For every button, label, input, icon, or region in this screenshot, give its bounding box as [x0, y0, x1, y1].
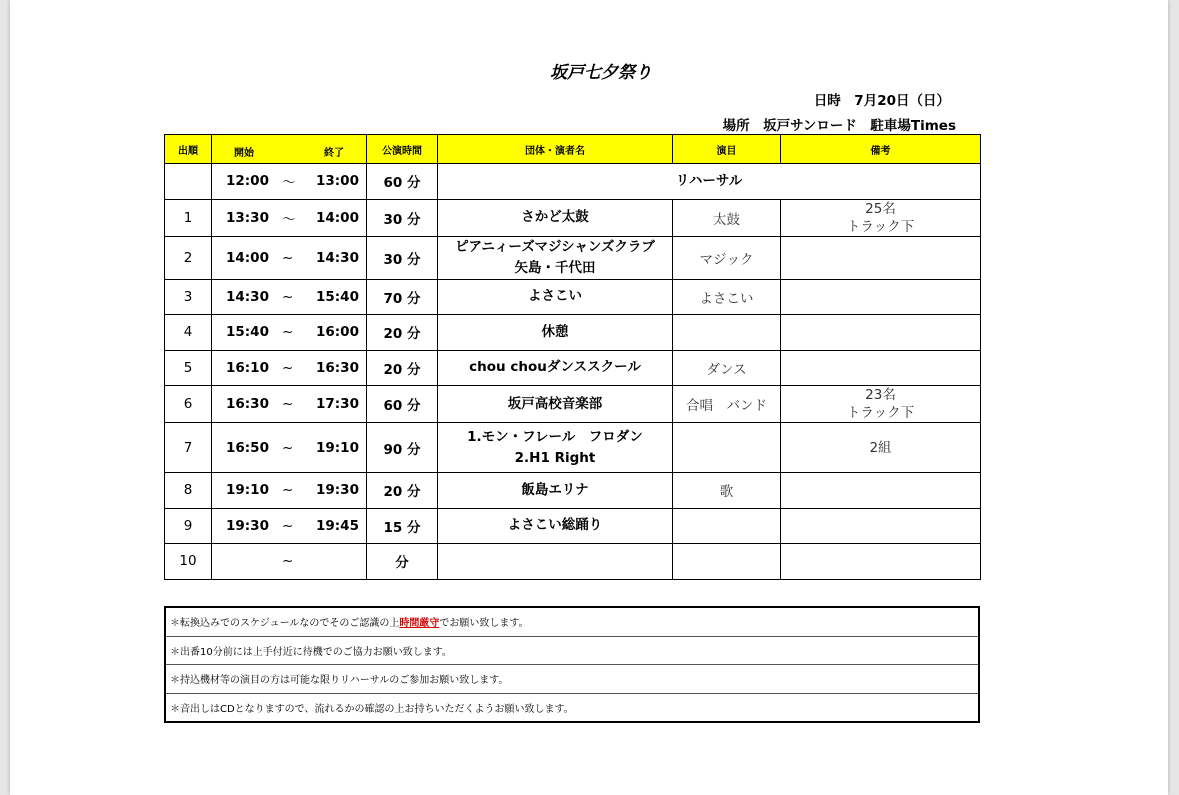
table-row [165, 279, 981, 315]
act-cell [673, 508, 781, 544]
header-act: 演目 [673, 135, 781, 164]
order-cell: 8 [165, 473, 212, 509]
time-separator: ~ [282, 249, 294, 266]
time-separator: ~ [282, 439, 294, 456]
note-row [165, 665, 979, 694]
table-row [165, 423, 981, 473]
note-segment: ＊転換込みでのスケジュールなのでそのご認識の上 [170, 618, 400, 630]
time-cell [212, 473, 367, 509]
note-text [165, 607, 979, 636]
remarks-cell [781, 544, 981, 580]
act-cell [673, 315, 781, 351]
table-row [165, 473, 981, 509]
end-time: 14:00 [316, 209, 359, 226]
group-cell: 1.モン・フレール フロダン 2.H1 Right [438, 423, 673, 473]
note-emphasis: 時間厳守 [399, 618, 440, 630]
start-time: 16:10 [226, 359, 269, 376]
order-cell: 4 [165, 315, 212, 351]
note-row [165, 693, 979, 722]
note-row [165, 636, 979, 665]
document-title: 坂戸七夕祭り [550, 63, 652, 83]
remarks-cell [781, 236, 981, 279]
order-cell: 7 [165, 423, 212, 473]
table-row [165, 508, 981, 544]
group-cell: 休憩 [438, 315, 673, 351]
time-cell [212, 236, 367, 279]
group-cell [438, 544, 673, 580]
remarks-cell: 2組 [781, 423, 981, 473]
time-cell [212, 199, 367, 236]
group-cell: さかど太鼓 [438, 199, 673, 236]
header-group: 団体・演者名 [438, 135, 673, 164]
remarks-cell: 23名 トラック下 [781, 386, 981, 423]
duration-cell: 20 分 [367, 473, 438, 509]
act-cell: 歌 [673, 473, 781, 509]
duration-cell: 60 分 [367, 164, 438, 200]
header-order: 出順 [165, 135, 212, 164]
schedule-table [164, 134, 981, 580]
event-date: 日時 7月20日（日） [813, 93, 950, 109]
notes-box [164, 606, 980, 723]
order-cell: 3 [165, 279, 212, 315]
header-time [212, 135, 367, 164]
order-cell: 5 [165, 350, 212, 386]
duration-cell: 70 分 [367, 279, 438, 315]
order-cell [165, 164, 212, 200]
time-cell [212, 279, 367, 315]
note-text [165, 665, 979, 694]
time-separator: 〜 [282, 211, 296, 228]
time-cell [212, 544, 367, 580]
act-cell [673, 544, 781, 580]
note-segment: ＊音出しはCDとなりますので、流れるかの確認の上お持ちいただくようお願い致します。 [170, 703, 574, 715]
end-time: 13:00 [316, 173, 359, 190]
duration-cell: 15 分 [367, 508, 438, 544]
start-time: 14:30 [226, 288, 269, 305]
duration-cell: 20 分 [367, 350, 438, 386]
time-separator: ~ [282, 359, 294, 376]
start-time: 16:50 [226, 439, 269, 456]
start-time: 14:00 [226, 249, 269, 266]
start-time: 16:30 [226, 396, 269, 412]
time-cell [212, 350, 367, 386]
time-cell [212, 315, 367, 351]
table-header-row [165, 135, 981, 164]
table-row [165, 315, 981, 351]
table-row [165, 350, 981, 386]
header-end: 終了 [324, 148, 344, 159]
duration-cell: 20 分 [367, 315, 438, 351]
remarks-cell [781, 508, 981, 544]
header-start: 開始 [234, 148, 254, 159]
header-remarks: 備考 [781, 135, 981, 164]
end-time: 15:40 [316, 288, 359, 305]
time-cell [212, 386, 367, 423]
time-separator: ~ [282, 324, 294, 341]
order-cell: 2 [165, 236, 212, 279]
table-row [165, 386, 981, 423]
note-segment: ＊持込機材等の演目の方は可能な限りリハーサルのご参加お願い致します。 [170, 675, 509, 687]
group-cell: よさこい [438, 279, 673, 315]
duration-cell: 90 分 [367, 423, 438, 473]
note-text [165, 693, 979, 722]
group-cell: 飯島エリナ [438, 473, 673, 509]
start-time: 13:30 [226, 209, 269, 226]
time-separator: ~ [282, 517, 294, 534]
time-separator: ~ [282, 482, 294, 499]
note-segment: でお願い致します。 [439, 618, 529, 630]
table-row [165, 164, 981, 200]
time-separator: 〜 [282, 175, 296, 192]
order-cell: 6 [165, 386, 212, 423]
group-cell: chou chouダンススクール [438, 350, 673, 386]
group-cell: 坂戸高校音楽部 [438, 386, 673, 423]
order-cell: 10 [165, 544, 212, 580]
table-row [165, 544, 981, 580]
act-cell: 合唱 バンド [673, 386, 781, 423]
act-cell: マジック [673, 236, 781, 279]
act-cell: 太鼓 [673, 199, 781, 236]
duration-cell: 分 [367, 544, 438, 580]
remarks-cell: 25名 トラック下 [781, 199, 981, 236]
order-cell: 9 [165, 508, 212, 544]
act-cell: よさこい [673, 279, 781, 315]
start-time: 12:00 [226, 173, 269, 190]
header-duration: 公演時間 [367, 135, 438, 164]
note-row [165, 607, 979, 636]
start-time: 19:30 [226, 517, 269, 534]
start-time: 15:40 [226, 324, 269, 341]
note-text [165, 636, 979, 665]
act-cell: ダンス [673, 350, 781, 386]
end-time: 17:30 [316, 396, 359, 412]
group-cell: ピアニィーズマジシャンズクラブ 矢島・千代田 [438, 236, 673, 279]
time-separator: ~ [282, 396, 294, 412]
time-cell [212, 508, 367, 544]
group-cell: リハーサル [438, 164, 981, 200]
table-row [165, 236, 981, 279]
time-separator: ~ [282, 288, 294, 305]
end-time: 14:30 [316, 249, 359, 266]
end-time: 16:00 [316, 324, 359, 341]
remarks-cell [781, 473, 981, 509]
end-time: 19:45 [316, 517, 359, 534]
remarks-cell [781, 350, 981, 386]
duration-cell: 60 分 [367, 386, 438, 423]
time-cell [212, 423, 367, 473]
event-place: 場所 坂戸サンロード 駐車場Times [722, 118, 956, 134]
order-cell: 1 [165, 199, 212, 236]
end-time: 19:10 [316, 439, 359, 456]
duration-cell: 30 分 [367, 199, 438, 236]
remarks-cell [781, 315, 981, 351]
group-cell: よさこい総踊り [438, 508, 673, 544]
remarks-cell [781, 279, 981, 315]
note-segment: ＊出番10分前には上手付近に待機でのご協力お願い致します。 [170, 646, 452, 658]
end-time: 16:30 [316, 359, 359, 376]
time-cell [212, 164, 367, 200]
duration-cell: 30 分 [367, 236, 438, 279]
table-row [165, 199, 981, 236]
act-cell [673, 423, 781, 473]
time-separator: ~ [282, 553, 294, 570]
start-time: 19:10 [226, 482, 269, 499]
end-time: 19:30 [316, 482, 359, 499]
